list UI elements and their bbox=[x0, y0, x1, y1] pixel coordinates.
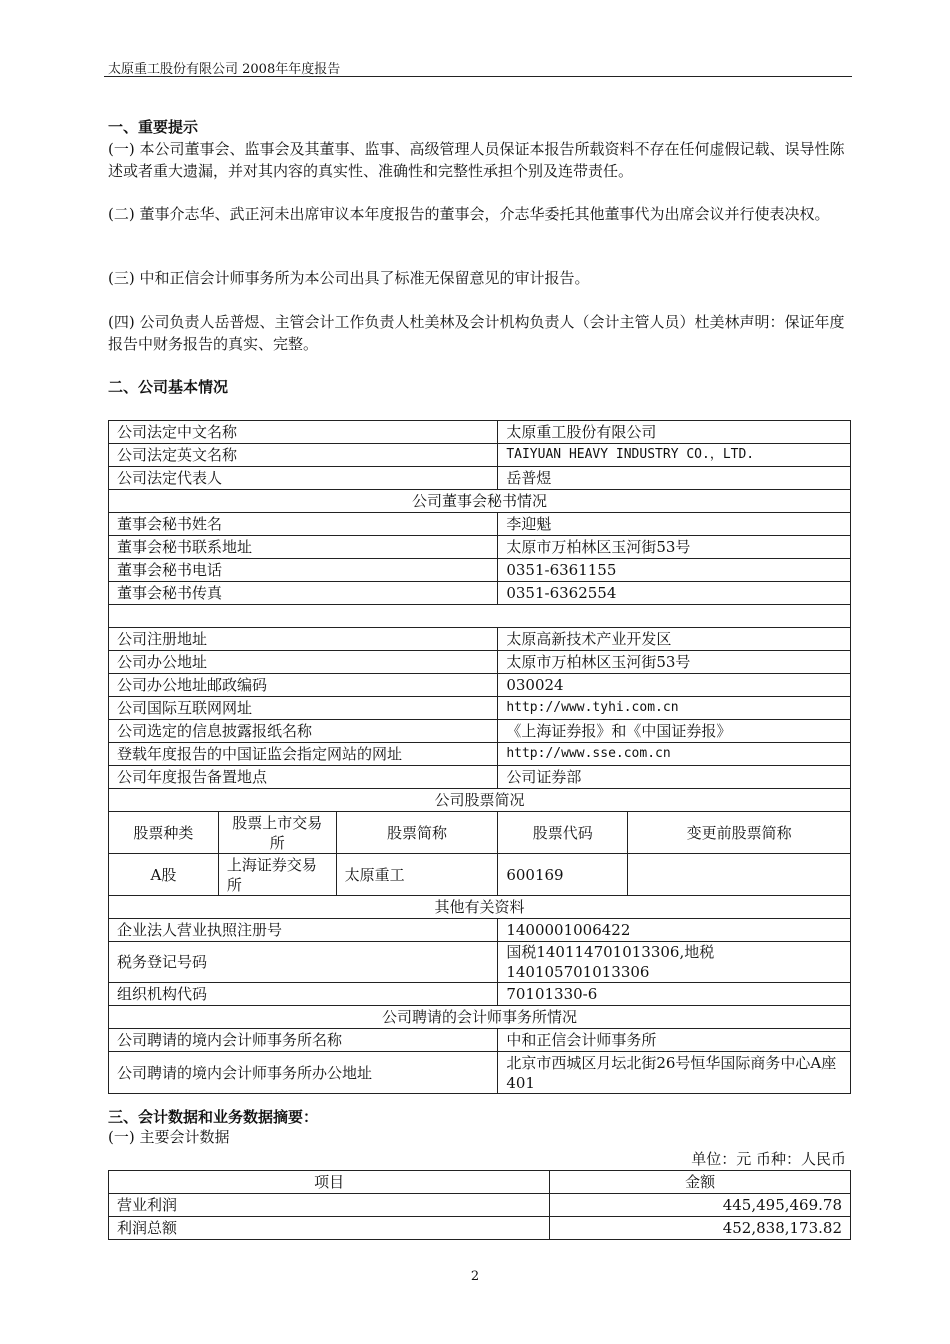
stock-col-header: 股票种类 bbox=[109, 812, 219, 854]
table-row bbox=[109, 536, 851, 559]
row-label: 企业法人营业执照注册号 bbox=[109, 919, 498, 942]
row-value: 0351-6362554 bbox=[498, 582, 851, 605]
table-row bbox=[109, 559, 851, 582]
row-value: TAIYUAN HEAVY INDUSTRY CO.，LTD. bbox=[498, 444, 851, 467]
notice-paragraph-1: (一) 本公司董事会、监事会及其董事、监事、高级管理人员保证本报告所载资料不存在任何虚假记载、误导性陈述或者重大遗漏，并对其内容的真实性、准确性和完整性承担个别及连带责任。 bbox=[108, 140, 845, 180]
table-row bbox=[109, 467, 851, 490]
stock-exchange: 上海证券交易所 bbox=[218, 854, 336, 896]
table-row bbox=[109, 582, 851, 605]
stock-code: 600169 bbox=[498, 854, 628, 896]
stock-header-row bbox=[109, 812, 851, 854]
stock-section-header: 公司股票简况 bbox=[109, 789, 851, 812]
row-label: 公司注册地址 bbox=[109, 628, 498, 651]
row-value: 北京市西城区月坛北街26号恒华国际商务中心A座401 bbox=[498, 1052, 851, 1094]
unit-currency-note: 单位：元 币种：人民币 bbox=[691, 1150, 846, 1168]
row-label: 公司年度报告备置地点 bbox=[109, 766, 498, 789]
table-row bbox=[109, 651, 851, 674]
row-label: 董事会秘书联系地址 bbox=[109, 536, 498, 559]
stock-former-name bbox=[628, 854, 851, 896]
row-value: 1400001006422 bbox=[498, 919, 851, 942]
row-label: 公司法定中文名称 bbox=[109, 421, 498, 444]
stock-col-header: 股票简称 bbox=[336, 812, 498, 854]
table-section-header bbox=[109, 789, 851, 812]
table-row bbox=[109, 513, 851, 536]
row-amount: 445,495,469.78 bbox=[550, 1194, 851, 1217]
table-row bbox=[109, 919, 851, 942]
table-section-header bbox=[109, 1006, 851, 1029]
table-row bbox=[109, 1194, 851, 1217]
row-label: 董事会秘书传真 bbox=[109, 582, 498, 605]
empty-cell bbox=[109, 605, 851, 628]
stock-col-header: 变更前股票简称 bbox=[628, 812, 851, 854]
auditor-section-header: 公司聘请的会计师事务所情况 bbox=[109, 1006, 851, 1029]
table-row bbox=[109, 1029, 851, 1052]
header-divider bbox=[104, 76, 852, 77]
table-section-header bbox=[109, 490, 851, 513]
row-value: 李迎魁 bbox=[498, 513, 851, 536]
secretary-section-header: 公司董事会秘书情况 bbox=[109, 490, 851, 513]
table-row bbox=[109, 1052, 851, 1094]
table-row bbox=[109, 743, 851, 766]
table-row bbox=[109, 421, 851, 444]
page-header-title: 太原重工股份有限公司 2008年年度报告 bbox=[108, 62, 341, 77]
row-value: 《上海证券报》和《中国证券报》 bbox=[498, 720, 851, 743]
row-label: 公司办公地址 bbox=[109, 651, 498, 674]
row-label: 公司办公地址邮政编码 bbox=[109, 674, 498, 697]
section2-title: 二、公司基本情况 bbox=[108, 378, 229, 396]
row-label: 营业利润 bbox=[109, 1194, 550, 1217]
col-header-amount: 金额 bbox=[550, 1171, 851, 1194]
row-value: 国税140114701013306,地税140105701013306 bbox=[498, 942, 851, 983]
stock-col-header: 股票上市交易所 bbox=[218, 812, 336, 854]
stock-col-header: 股票代码 bbox=[498, 812, 628, 854]
row-value: 中和正信会计师事务所 bbox=[498, 1029, 851, 1052]
row-amount: 452,838,173.82 bbox=[550, 1217, 851, 1240]
row-value: 030024 bbox=[498, 674, 851, 697]
row-label: 税务登记号码 bbox=[109, 942, 498, 983]
row-value: 太原重工股份有限公司 bbox=[498, 421, 851, 444]
col-header-item: 项目 bbox=[109, 1171, 550, 1194]
row-value: 太原市万柏林区玉河街53号 bbox=[498, 536, 851, 559]
table-empty-row bbox=[109, 605, 851, 628]
table-row bbox=[109, 674, 851, 697]
row-label: 登载年度报告的中国证监会指定网站的网址 bbox=[109, 743, 498, 766]
stock-short-name: 太原重工 bbox=[336, 854, 498, 896]
row-label: 公司法定英文名称 bbox=[109, 444, 498, 467]
csrc-website-link[interactable]: http://www.sse.com.cn bbox=[498, 743, 851, 766]
table-row bbox=[109, 1217, 851, 1240]
notice-paragraph-4: (四) 公司负责人岳普煜、主管会计工作负责人杜美林及会计机构负责人（会计主管人员）杜美林声明：保证年度报告中财务报告的真实、完整。 bbox=[108, 313, 845, 353]
notice-paragraph-2: (二) 董事介志华、武正河未出席审议本年度报告的董事会，介志华委托其他董事代为出席会议并行使表决权。 bbox=[108, 205, 830, 223]
row-value: 太原市万柏林区玉河街53号 bbox=[498, 651, 851, 674]
row-label: 利润总额 bbox=[109, 1217, 550, 1240]
row-value: 70101330-6 bbox=[498, 983, 851, 1006]
notice-paragraph-3: (三) 中和正信会计师事务所为本公司出具了标准无保留意见的审计报告。 bbox=[108, 269, 590, 287]
row-label: 公司国际互联网网址 bbox=[109, 697, 498, 720]
row-label: 董事会秘书电话 bbox=[109, 559, 498, 582]
row-label: 公司法定代表人 bbox=[109, 467, 498, 490]
table-row bbox=[109, 697, 851, 720]
row-label: 公司选定的信息披露报纸名称 bbox=[109, 720, 498, 743]
table-row bbox=[109, 983, 851, 1006]
accounting-data-table bbox=[108, 1170, 851, 1240]
section3-title: 三、会计数据和业务数据摘要： bbox=[108, 1108, 319, 1126]
other-info-section-header: 其他有关资料 bbox=[109, 896, 851, 919]
row-value: 岳普煜 bbox=[498, 467, 851, 490]
table-row bbox=[109, 720, 851, 743]
table-header-row bbox=[109, 1171, 851, 1194]
row-label: 公司聘请的境内会计师事务所名称 bbox=[109, 1029, 498, 1052]
table-section-header bbox=[109, 896, 851, 919]
page-number: 2 bbox=[470, 1269, 480, 1284]
table-row bbox=[109, 766, 851, 789]
stock-data-row bbox=[109, 854, 851, 896]
section1-title: 一、重要提示 bbox=[108, 118, 199, 136]
row-label: 公司聘请的境内会计师事务所办公地址 bbox=[109, 1052, 498, 1094]
company-info-table bbox=[108, 420, 851, 1094]
row-value: 公司证券部 bbox=[498, 766, 851, 789]
table-row bbox=[109, 444, 851, 467]
row-value: 0351-6361155 bbox=[498, 559, 851, 582]
table-row bbox=[109, 942, 851, 983]
table-row bbox=[109, 628, 851, 651]
row-label: 组织机构代码 bbox=[109, 983, 498, 1006]
section3-subtitle: (一) 主要会计数据 bbox=[108, 1128, 230, 1146]
website-link[interactable]: http://www.tyhi.com.cn bbox=[498, 697, 851, 720]
stock-type: A股 bbox=[109, 854, 219, 896]
row-value: 太原高新技术产业开发区 bbox=[498, 628, 851, 651]
row-label: 董事会秘书姓名 bbox=[109, 513, 498, 536]
